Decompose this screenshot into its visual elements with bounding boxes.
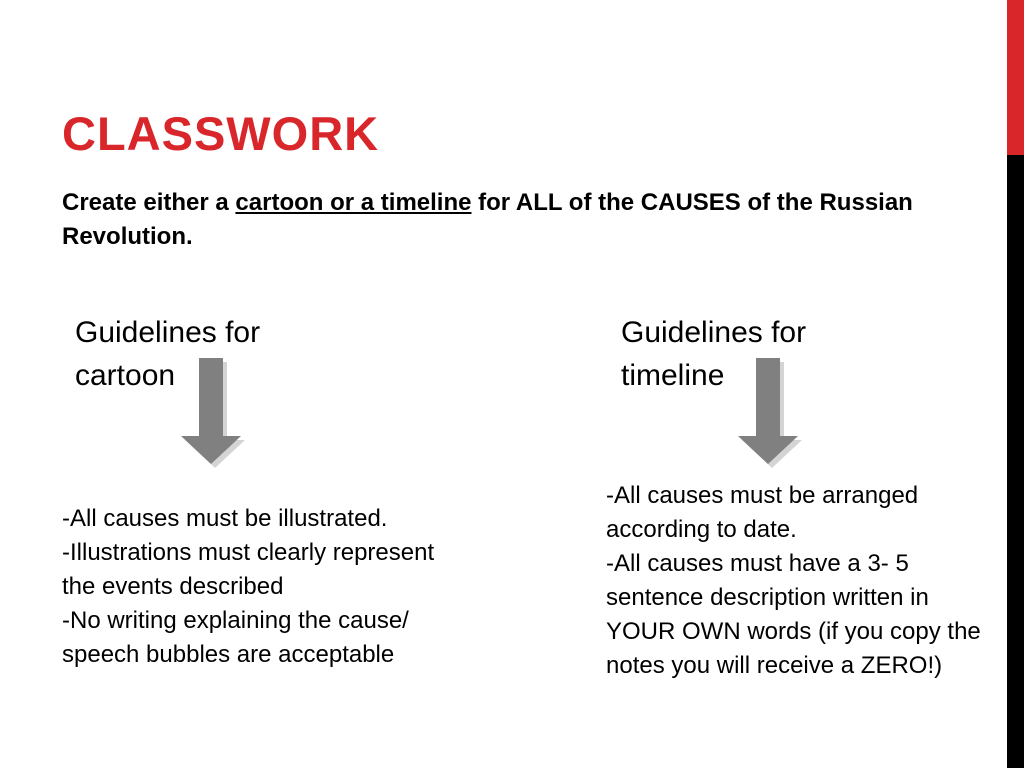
timeline-rule: -All causes must have a 3- 5 sentence description written in YOUR OWN words (if you copy the notes you will receive a ZERO!) <box>606 550 981 679</box>
side-accent-bar-red <box>1007 0 1024 155</box>
cartoon-rule: -All causes must be illustrated. <box>62 505 388 532</box>
instructions-text <box>62 186 982 254</box>
timeline-label-line1: Guidelines for <box>621 316 807 349</box>
cartoon-rules-list <box>62 502 462 672</box>
slide-title: CLASSWORK <box>62 107 380 160</box>
instructions-after: for ALL of the CAUSES of the Russian Revolution. <box>62 189 913 250</box>
timeline-down-arrow-icon <box>738 356 802 468</box>
side-accent-bar-black <box>1007 155 1024 768</box>
cartoon-label-line1: Guidelines for <box>75 316 261 349</box>
cartoon-rule: -No writing explaining the cause/ speech bubbles are acceptable <box>62 607 409 668</box>
instructions-before: Create either a <box>62 189 236 216</box>
timeline-rule: -All causes must be arranged according to date. <box>606 482 919 543</box>
cartoon-down-arrow-icon <box>181 356 245 468</box>
instructions-underlined: cartoon or a timeline <box>235 189 472 216</box>
cartoon-label-line2: cartoon <box>75 359 176 392</box>
timeline-label-line2: timeline <box>621 359 725 392</box>
timeline-rules-list <box>606 479 996 683</box>
cartoon-rule: -Illustrations must clearly represent the events described <box>62 539 435 600</box>
